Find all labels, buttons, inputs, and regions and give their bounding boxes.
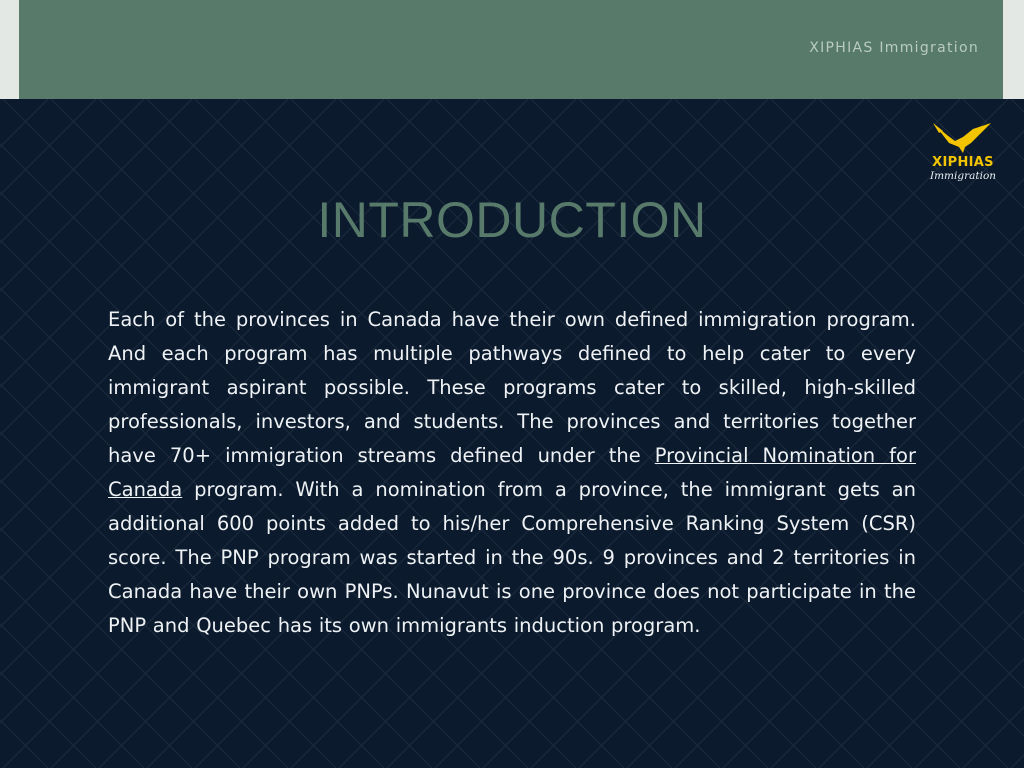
eagle-icon [925,121,1001,157]
company-logo [925,121,1001,185]
logo-wordmark: XIPHIAS [932,155,994,170]
header-band [19,0,1003,99]
paragraph-text-start: Each of the provinces in Canada have their own defined immigration program. And each program has multiple pathways defined to help cater to every immigrant aspirant possible. These programs cater to skilled, high-skilled professionals, investors, and students. The provinces and territories together have 70+ immigration streams defined under the [108,308,916,467]
intro-paragraph [108,303,916,643]
slide-title: INTRODUCTION [317,192,707,248]
logo-tagline: Immigration [929,170,997,182]
main-panel [0,99,1024,768]
provincial-nomination-link[interactable]: Provincial Nomination for Canada [108,444,916,501]
header-brand-text: XIPHIAS Immigration [809,40,979,56]
paragraph-text-end: program. With a nomination from a province, the immigrant gets an additional 600 points added to his/her Comprehensive Ranking System (CSR) score. The PNP program was started in the 90s. 9 provinces and 2 territories in Canada have their own PNPs. Nunavut is one province does not participate in the PNP and Quebec has its own immigrants induction program. [108,478,916,637]
